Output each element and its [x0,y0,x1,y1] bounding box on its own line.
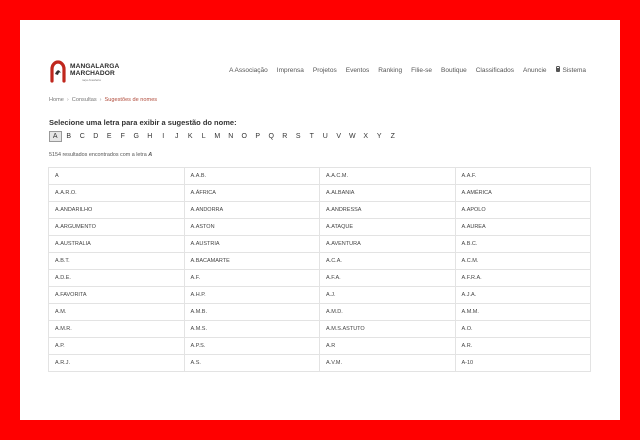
name-cell[interactable]: A.M.D. [320,304,456,321]
letter-button-r[interactable]: R [282,133,288,140]
letter-button-h[interactable]: H [147,133,153,140]
nav-item-ranking[interactable]: Ranking [378,67,403,74]
name-cell[interactable]: A.ÁFRICA [184,185,320,202]
breadcrumb-separator-icon: › [99,97,102,103]
nav-item-imprensa[interactable]: Imprensa [276,67,304,74]
brand-name-line1: MANGALARGA [70,63,120,70]
name-cell[interactable]: A.ASTON [184,219,320,236]
name-cell[interactable]: A.BACAMARTE [184,253,320,270]
letter-button-d[interactable]: D [93,133,99,140]
name-cell[interactable]: A.B.C. [455,236,591,253]
name-cell[interactable]: A.C.M. [455,253,591,270]
name-cell[interactable]: A [49,168,185,185]
name-cell[interactable]: A.A.B. [184,168,320,185]
letter-button-w[interactable]: W [348,133,356,140]
table-row [49,185,591,202]
name-cell[interactable]: A.AUSTRALIA [49,236,185,253]
letter-button-b[interactable]: B [66,133,72,140]
table-row [49,287,591,304]
nav-item-associacao[interactable]: A Associação [229,67,268,74]
letter-button-n[interactable]: N [228,133,234,140]
name-cell[interactable]: A.AMÉRICA [455,185,591,202]
nav-item-projetos[interactable]: Projetos [312,67,337,74]
name-cell[interactable]: A.R [320,338,456,355]
table-row [49,270,591,287]
letter-button-l[interactable]: L [201,133,206,140]
result-count [49,152,152,158]
page-heading: Selecione uma letra para exibir a sugestão do nome: [49,118,237,127]
page [20,20,620,420]
name-cell[interactable]: A.J. [320,287,456,304]
name-cell[interactable]: A.AVENTURA [320,236,456,253]
table-row [49,355,591,372]
letter-button-k[interactable]: K [187,133,193,140]
name-cell[interactable]: A.M.S. [184,321,320,338]
letter-button-s[interactable]: S [295,133,301,140]
table-row [49,338,591,355]
name-cell[interactable]: A.F.R.A. [455,270,591,287]
name-cell[interactable]: A.A.C.M. [320,168,456,185]
letter-button-v[interactable]: V [336,133,342,140]
breadcrumb-consultas[interactable]: Consultas [71,97,97,103]
result-letter: A [148,152,153,158]
name-cell[interactable]: A.M.R. [49,321,185,338]
name-cell[interactable]: A.F. [184,270,320,287]
lock-icon [556,68,560,72]
name-cell[interactable]: A.ATAQUE [320,219,456,236]
name-cell[interactable]: A.C.A. [320,253,456,270]
name-cell[interactable]: A.R. [455,338,591,355]
letter-button-y[interactable]: Y [376,133,382,140]
nav-item-sistema[interactable] [556,67,586,74]
letter-button-m[interactable]: M [214,133,221,140]
name-cell[interactable]: A.M.M. [455,304,591,321]
name-cell[interactable]: A.A.F. [455,168,591,185]
letter-button-e[interactable]: E [106,133,112,140]
name-cell[interactable]: A.ANDORRA [184,202,320,219]
name-cell[interactable]: A.B.T. [49,253,185,270]
letter-filter [49,131,399,142]
name-cell[interactable]: A.R.J. [49,355,185,372]
letter-button-x[interactable]: X [363,133,369,140]
name-cell[interactable]: A.ARGUMENTO [49,219,185,236]
brand-name-line2: MARCHADOR [70,70,115,77]
table-row [49,202,591,219]
name-cell[interactable]: A.O. [455,321,591,338]
table-row [49,304,591,321]
name-cell[interactable]: A.P.S. [184,338,320,355]
horseshoe-logo-icon [48,59,68,83]
letter-button-u[interactable]: U [322,133,328,140]
letter-button-p[interactable]: P [255,133,261,140]
name-cell[interactable]: A.AUREA [455,219,591,236]
names-table [48,167,591,372]
site-header [20,56,620,88]
letter-button-o[interactable]: O [241,133,247,140]
nav-sistema-label: Sistema [562,67,586,74]
name-cell[interactable]: A.FAVORITA [49,287,185,304]
breadcrumb-home[interactable]: Home [49,97,64,103]
table-row [49,236,591,253]
name-cell[interactable]: A.M.S.ASTUTO [320,321,456,338]
letter-button-f[interactable]: F [120,133,125,140]
letter-button-z[interactable]: Z [390,133,395,140]
name-cell[interactable]: A.APOLO [455,202,591,219]
name-cell[interactable]: A.D.E. [49,270,185,287]
name-cell[interactable]: A.P. [49,338,185,355]
brand-logo[interactable] [48,59,128,85]
name-cell[interactable]: A.M. [49,304,185,321]
table-row [49,321,591,338]
nav-item-anuncie[interactable]: Anuncie [523,67,547,74]
letter-button-c[interactable]: C [79,133,85,140]
name-cell[interactable]: A.ANDARILHO [49,202,185,219]
name-cell[interactable]: A-10 [455,355,591,372]
main-nav [229,67,586,74]
letter-button-a[interactable]: A [49,131,62,142]
name-cell[interactable]: A.ALBANIA [320,185,456,202]
name-cell[interactable]: A.F.A. [320,270,456,287]
name-cell[interactable]: A.ANDRESSA [320,202,456,219]
table-row [49,219,591,236]
letter-button-t[interactable]: T [309,133,314,140]
table-row [49,253,591,270]
nav-item-filie-se[interactable]: Filie-se [411,67,433,74]
letter-button-g[interactable]: G [133,133,139,140]
breadcrumb-current: Sugestões de nomes [104,97,158,103]
name-cell[interactable]: A.A.R.O. [49,185,185,202]
name-cell[interactable]: A.M.B. [184,304,320,321]
name-cell[interactable]: A.S. [184,355,320,372]
nav-item-classificados[interactable]: Classificados [475,67,515,74]
letter-button-i[interactable]: I [162,133,165,140]
nav-item-boutique[interactable]: Boutique [441,67,467,74]
name-cell[interactable]: A.AUSTRIA [184,236,320,253]
table-row [49,168,591,185]
result-text: 5154 resultados encontrados com a letra [49,152,147,158]
name-cell[interactable]: A.H.P. [184,287,320,304]
breadcrumb-separator-icon: › [66,97,69,103]
nav-item-eventos[interactable]: Eventos [345,67,370,74]
name-cell[interactable]: A.J.A. [455,287,591,304]
letter-button-j[interactable]: J [175,133,179,140]
name-cell[interactable]: A.V.M. [320,355,456,372]
breadcrumb [49,97,157,103]
letter-button-q[interactable]: Q [268,133,274,140]
brand-tagline: raça brasileira [82,78,101,82]
